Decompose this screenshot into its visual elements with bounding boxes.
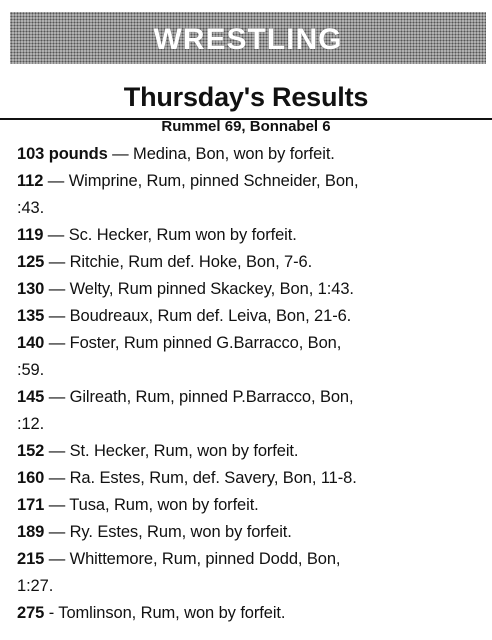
- result-text: — St. Hecker, Rum, won by forfeit.: [44, 442, 299, 460]
- result-line: [17, 141, 487, 168]
- result-text: — Gilreath, Rum, pinned P.Barracco, Bon,: [44, 388, 354, 406]
- result-text: — Sc. Hecker, Rum won by forfeit.: [43, 226, 297, 244]
- result-line: [17, 330, 487, 357]
- weight-class: 125: [17, 253, 45, 271]
- section-banner: [10, 12, 486, 64]
- result-text: — Welty, Rum pinned Skackey, Bon, 1:43.: [44, 280, 354, 298]
- result-line: [17, 384, 487, 411]
- weight-class: 130: [17, 280, 45, 298]
- result-text: — Medina, Bon, won by forfeit.: [107, 145, 335, 163]
- weight-class: 135: [17, 307, 45, 325]
- result-continuation: 1:27.: [17, 577, 54, 595]
- result-line: [17, 600, 487, 627]
- result-continuation: :59.: [17, 361, 45, 379]
- weight-class: 140: [17, 334, 45, 352]
- result-text: — Whittemore, Rum, pinned Dodd, Bon,: [44, 550, 341, 568]
- weight-class: 145: [17, 388, 45, 406]
- result-continuation: :12.: [17, 415, 45, 433]
- result-line: [17, 276, 487, 303]
- result-text: — Foster, Rum pinned G.Barracco, Bon,: [44, 334, 342, 352]
- result-text: — Ry. Estes, Rum, won by forfeit.: [44, 523, 292, 541]
- weight-class: 215: [17, 550, 45, 568]
- result-text: — Boudreaux, Rum def. Leiva, Bon, 21-6.: [44, 307, 352, 325]
- result-text: — Ra. Estes, Rum, def. Savery, Bon, 11-8.: [44, 469, 357, 487]
- weight-class: 103 pounds: [17, 145, 108, 163]
- result-line: [17, 438, 487, 465]
- result-line: [17, 465, 487, 492]
- weight-class: 275: [17, 604, 45, 622]
- weight-class: 152: [17, 442, 45, 460]
- results-list: [17, 141, 487, 627]
- page-title: Thursday's Results: [123, 82, 369, 112]
- weight-class: 160: [17, 469, 45, 487]
- result-text: — Tusa, Rum, won by forfeit.: [44, 496, 259, 514]
- weight-class: 171: [17, 496, 45, 514]
- result-line: [17, 249, 487, 276]
- result-text: — Ritchie, Rum def. Hoke, Bon, 7-6.: [44, 253, 313, 271]
- result-line: [17, 168, 487, 195]
- weight-class: 189: [17, 523, 45, 541]
- result-line: [17, 492, 487, 519]
- result-text: — Wimprine, Rum, pinned Schneider, Bon,: [43, 172, 359, 190]
- result-text: - Tomlinson, Rum, won by forfeit.: [44, 604, 286, 622]
- weight-class: 112: [17, 172, 44, 190]
- result-line: [17, 546, 487, 573]
- result-continuation: :43.: [17, 199, 45, 217]
- result-line: [17, 222, 487, 249]
- section-banner-label: WRESTLING: [153, 23, 343, 56]
- result-line: [17, 303, 487, 330]
- weight-class: 119: [17, 226, 44, 244]
- result-line: [17, 519, 487, 546]
- match-score: Rummel 69, Bonnabel 6: [161, 118, 331, 135]
